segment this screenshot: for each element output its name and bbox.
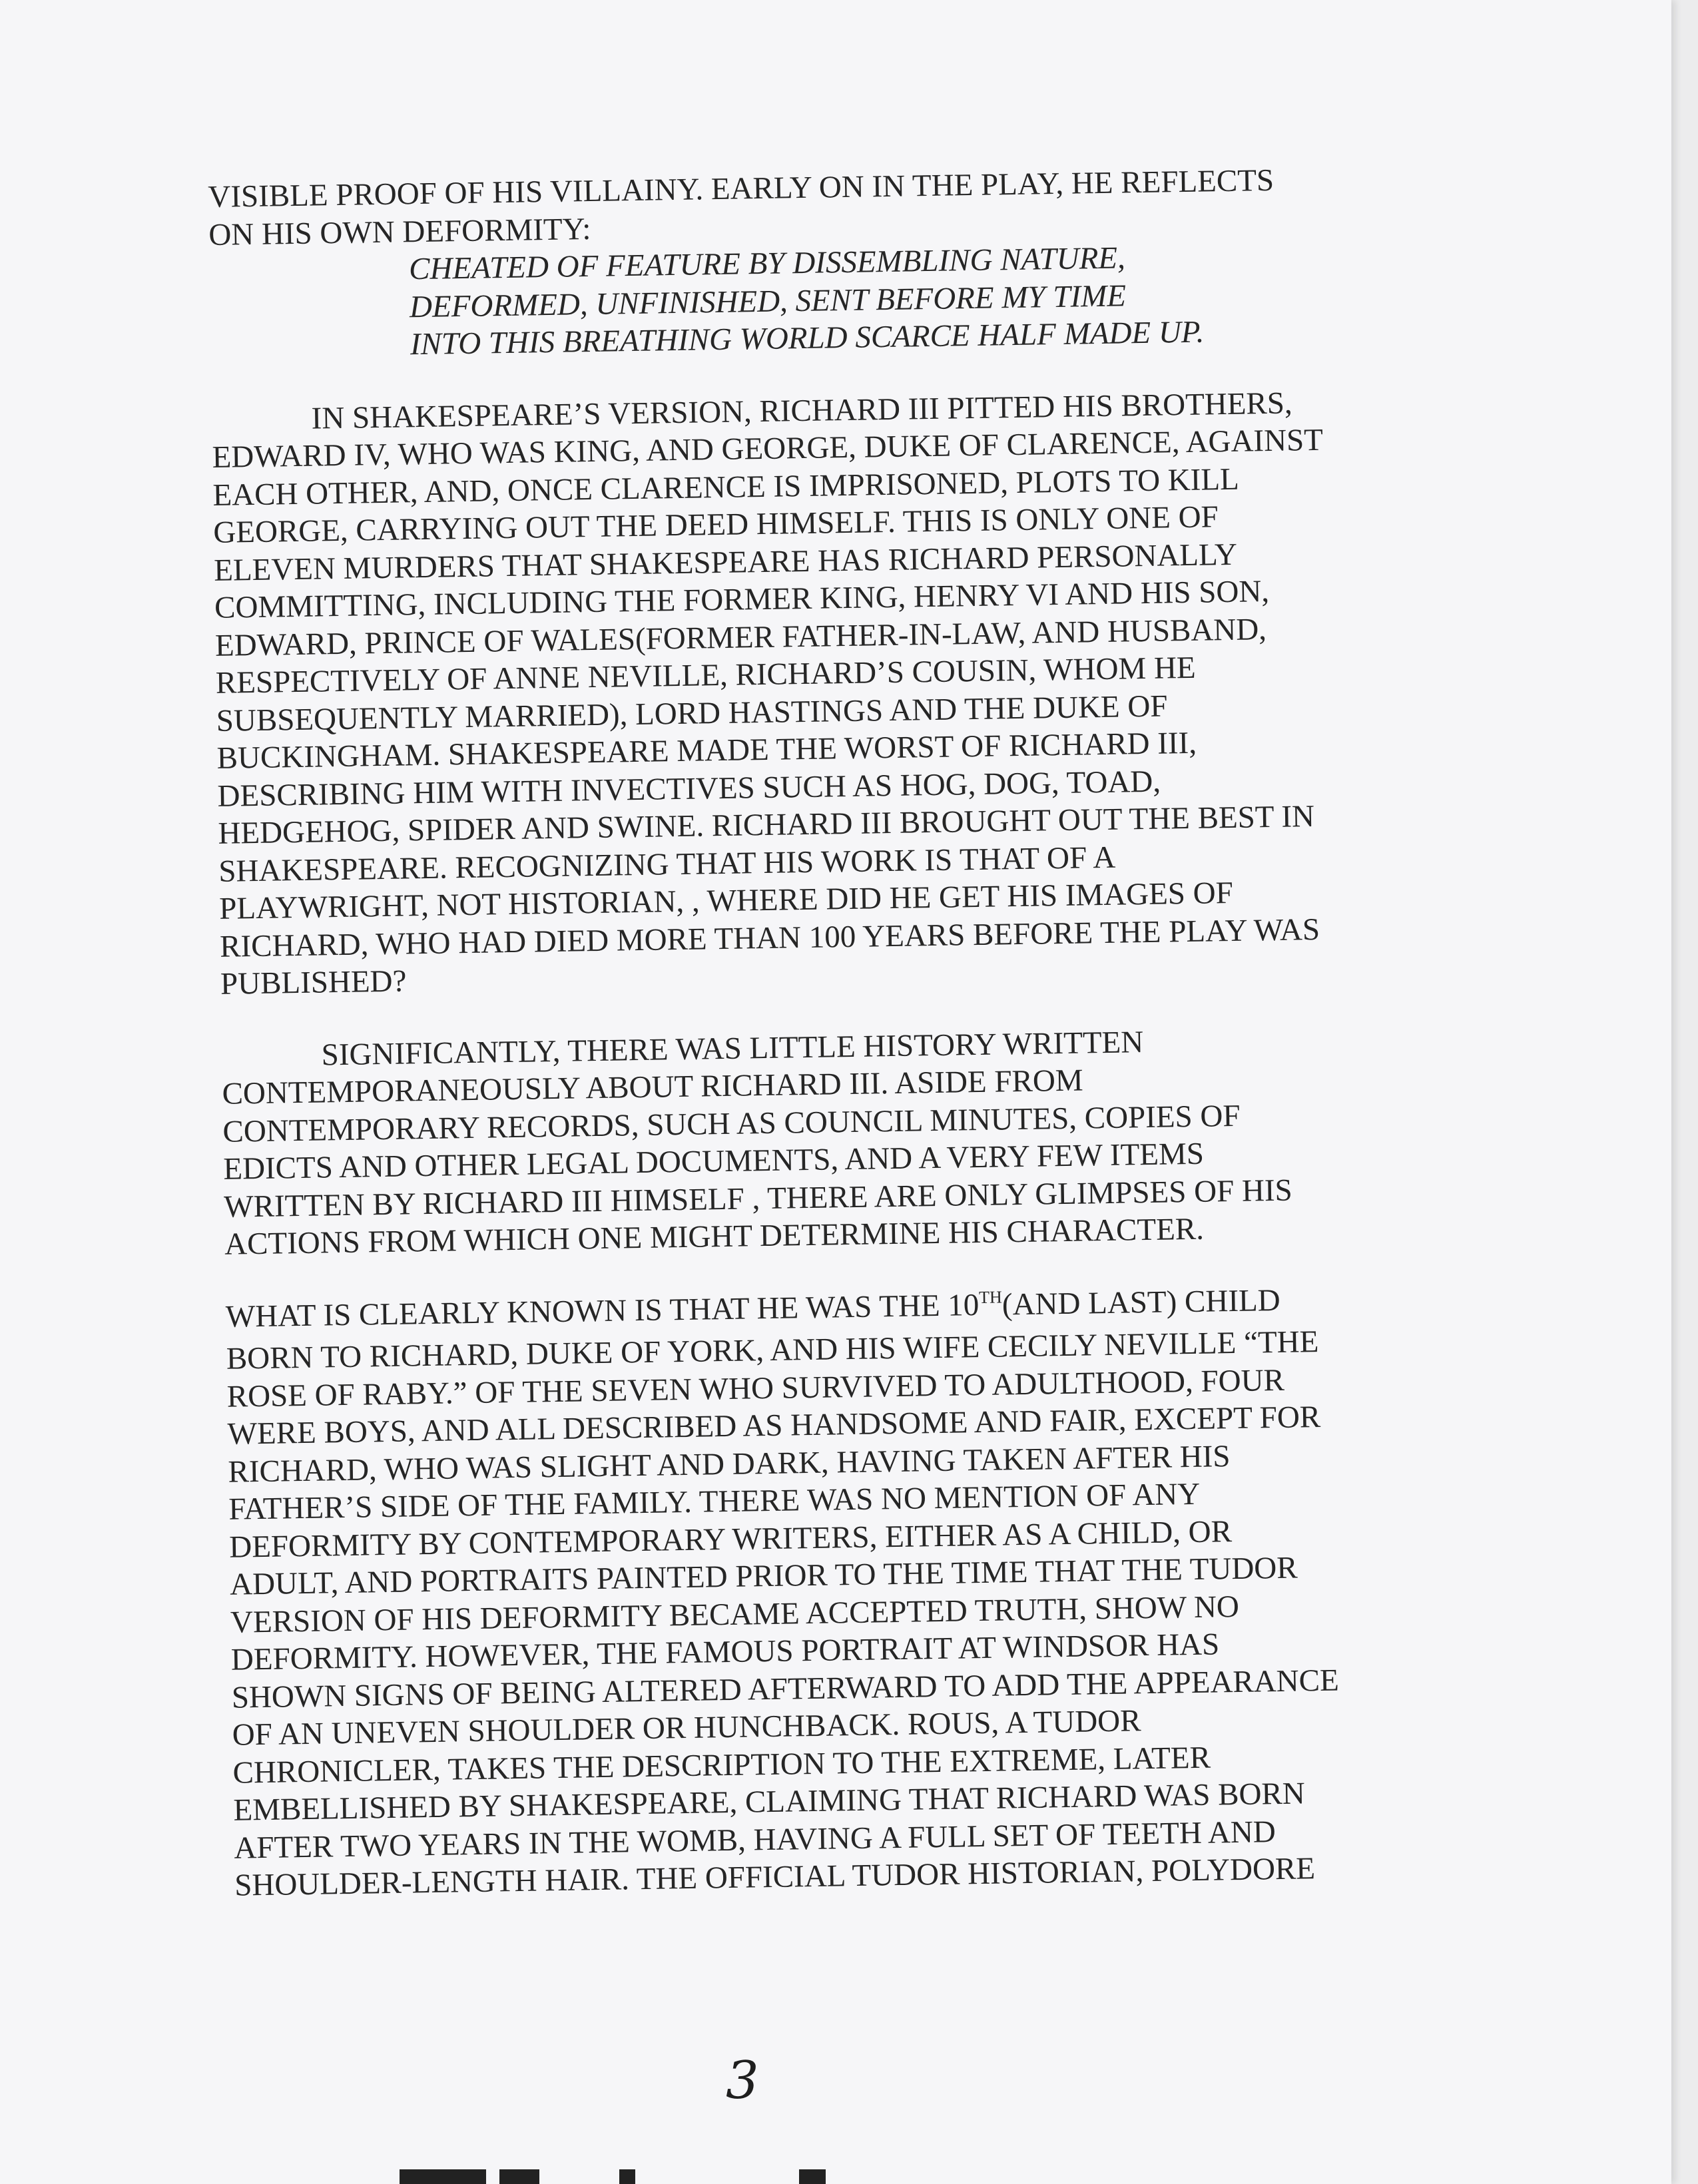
text-line: SHOWN SIGNS OF BEING ALTERED AFTERWARD TO ADD THE APPEARANCE [231, 1663, 1340, 1715]
text-line: ACTIONS FROM WHICH ONE MIGHT DETERMINE HIS CHARACTER. [224, 1211, 1205, 1262]
text-line: AFTER TWO YEARS IN THE WOMB, HAVING A FULL SET OF TEETH AND [233, 1814, 1276, 1866]
text-line: EDWARD, PRINCE OF WALES(FORMER FATHER-IN-LAW, AND HUSBAND, [214, 611, 1267, 663]
text-line: COMMITTING, INCLUDING THE FORMER KING, HENRY VI AND HIS SON, [214, 574, 1270, 625]
page-text [208, 158, 1486, 1904]
text-line: CHRONICLER, TAKES THE DESCRIPTION TO THE EXTREME, LATER [232, 1740, 1211, 1790]
text-line: EACH OTHER, AND, ONCE CLARENCE IS IMPRISONED, PLOTS TO KILL [212, 461, 1240, 513]
text-line: OF AN UNEVEN SHOULDER OR HUNCHBACK. ROUS, A TUDOR [232, 1703, 1141, 1753]
text-line: IN SHAKESPEARE’S VERSION, RICHARD III PITTED HIS BROTHERS, [311, 385, 1293, 436]
handwritten-page-number: 3 [726, 2051, 759, 2111]
text-line: RICHARD, WHO WAS SLIGHT AND DARK, HAVING TAKEN AFTER HIS [228, 1438, 1231, 1490]
text-line: HEDGEHOG, SPIDER AND SWINE. RICHARD III BROUGHT OUT THE BEST IN [218, 799, 1315, 851]
ordinal-superscript: TH [978, 1286, 1002, 1307]
text-line: SHOULDER-LENGTH HAIR. THE OFFICIAL TUDOR HISTORIAN, POLYDORE [234, 1851, 1316, 1903]
text-line: ELEVEN MURDERS THAT SHAKESPEARE HAS RICHARD PERSONALLY [213, 537, 1238, 588]
text-line: SIGNIFICANTLY, THERE WAS LITTLE HISTORY WRITTEN [321, 1024, 1144, 1072]
text-line: WERE BOYS, AND ALL DESCRIBED AS HANDSOME AND FAIR, EXCEPT FOR [227, 1399, 1321, 1452]
text-line: PUBLISHED? [220, 963, 407, 1001]
text-line: PLAYWRIGHT, NOT HISTORIAN, , WHERE DID HE GET HIS IMAGES OF [218, 875, 1234, 926]
text-line: BORN TO RICHARD, DUKE OF YORK, AND HIS WIFE CECILY NEVILLE “THE [226, 1324, 1319, 1376]
text-line: DESCRIBING HIM WITH INVECTIVES SUCH AS HOG, DOG, TOAD, [217, 764, 1161, 814]
text-line: CONTEMPORANEOUSLY ABOUT RICHARD III. ASIDE FROM [222, 1063, 1083, 1111]
text-line: SUBSEQUENTLY MARRIED), LORD HASTINGS AND THE DUKE OF [216, 688, 1168, 738]
text-line: EDICTS AND OTHER LEGAL DOCUMENTS, AND A VERY FEW ITEMS [222, 1136, 1205, 1187]
next-page-bleed-through [400, 2165, 866, 2184]
text-line: VISIBLE PROOF OF HIS VILLAINY. EARLY ON IN THE PLAY, HE REFLECTS [208, 162, 1274, 214]
text-line: INTO THIS BREATHING WORLD SCARCE HALF MADE UP. [410, 314, 1205, 362]
paragraph-clearly-known [225, 1278, 1486, 1904]
text-line: ADULT, AND PORTRAITS PAINTED PRIOR TO THE TIME THAT THE TUDOR [229, 1550, 1298, 1602]
text-line: SHAKESPEARE. RECOGNIZING THAT HIS WORK IS THAT OF A [218, 840, 1116, 889]
text-line: FATHER’S SIDE OF THE FAMILY. THERE WAS NO MENTION OF ANY [228, 1476, 1201, 1527]
text-line: WRITTEN BY RICHARD III HIMSELF , THERE ARE ONLY GLIMPSES OF HIS [223, 1173, 1293, 1225]
verse-quotation [209, 234, 1462, 366]
paragraph-little-history [221, 1018, 1476, 1263]
text-line: CONTEMPORARY RECORDS, SUCH AS COUNCIL MINUTES, COPIES OF [222, 1098, 1241, 1149]
text-line: ROSE OF RABY.” OF THE SEVEN WHO SURVIVED TO ADULTHOOD, FOUR [226, 1362, 1285, 1414]
paragraph-shakespeare-version [211, 382, 1472, 1003]
text-line: RESPECTIVELY OF ANNE NEVILLE, RICHARD’S COUSIN, WHOM HE [215, 650, 1197, 700]
text-line: BUCKINGHAM. SHAKESPEARE MADE THE WORST OF RICHARD III, [216, 725, 1197, 776]
text-line: ON HIS OWN DEFORMITY: [208, 211, 591, 252]
text-line: DEFORMED, UNFINISHED, SENT BEFORE MY TIME [409, 278, 1127, 324]
text-line: DEFORMITY BY CONTEMPORARY WRITERS, EITHER AS A CHILD, OR [228, 1513, 1233, 1565]
text-line: VERSION OF HIS DEFORMITY BECAME ACCEPTED TRUTH, SHOW NO [230, 1589, 1240, 1640]
text-line: CHEATED OF FEATURE BY DISSEMBLING NATURE, [408, 240, 1126, 287]
text-line: RICHARD, WHO HAD DIED MORE THAN 100 YEARS BEFORE THE PLAY WAS [219, 912, 1320, 964]
text-line: EDWARD IV, WHO WAS KING, AND GEORGE, DUKE OF CLARENCE, AGAINST [212, 422, 1324, 475]
text-line: WHAT IS CLEARLY KNOWN IS THAT HE WAS THE 10TH(AND LAST) CHILD [225, 1282, 1281, 1334]
text-line: DEFORMITY. HOWEVER, THE FAMOUS PORTRAIT AT WINDSOR HAS [230, 1627, 1220, 1677]
text-line: EMBELLISHED BY SHAKESPEARE, CLAIMING THAT RICHARD WAS BORN [233, 1776, 1306, 1828]
text-line: GEORGE, CARRYING OUT THE DEED HIMSELF. THIS IS ONLY ONE OF [212, 499, 1219, 550]
